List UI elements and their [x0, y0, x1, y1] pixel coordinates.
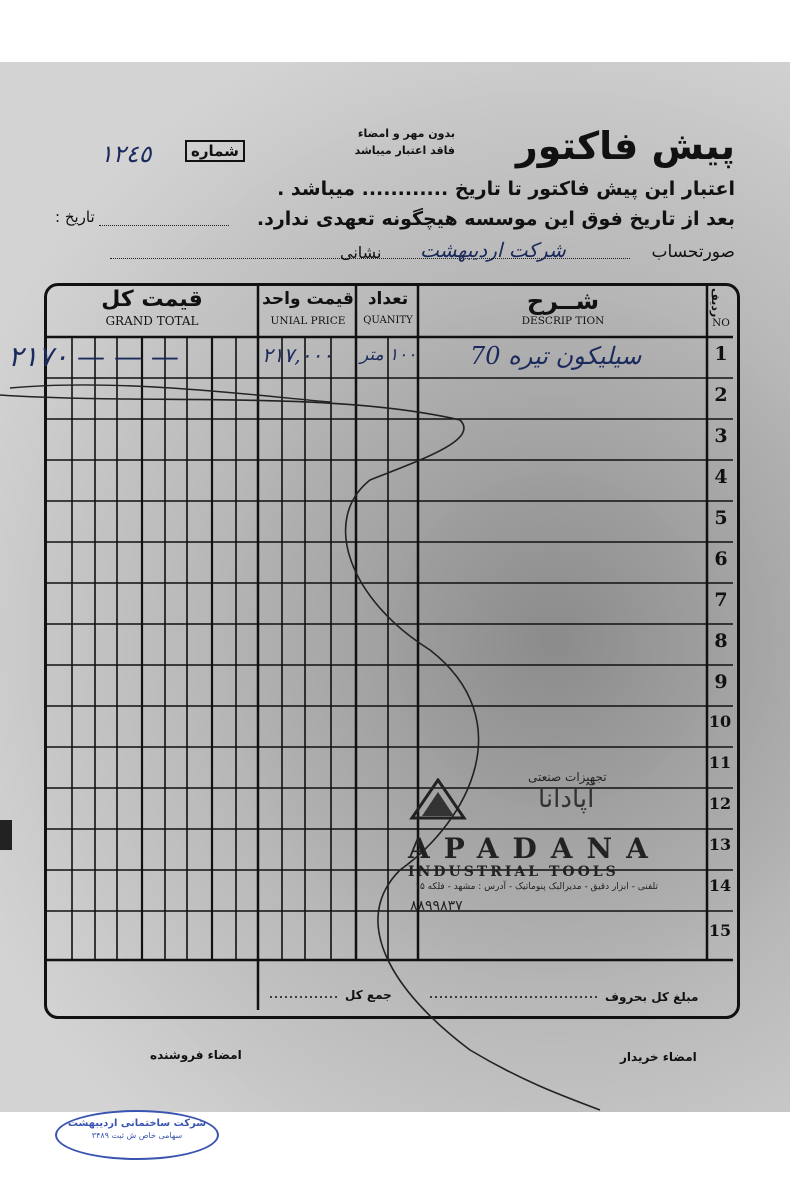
row-number: 3 [714, 425, 728, 447]
sum-label: جمع کل [345, 988, 392, 1002]
invoice-title: پیش فاکتور [515, 124, 735, 168]
stamp-line2: سهامی خاص ش ثبت ۳۴۸۹ [91, 1131, 183, 1140]
invoice-number-value: ١٢٤٥ [100, 140, 152, 168]
item-unit-price: ۲۱۷,۰۰۰ [262, 343, 333, 367]
stamp-line1: شرکت ساختمانی اردیبهشت [67, 1118, 207, 1129]
account-value: شرکت اردیبهشت [420, 238, 566, 262]
row-number: 10 [708, 712, 732, 731]
logo-phone: ۸۸۹۹۸۳۷ [410, 898, 463, 914]
header-quantity: تعداد QUANITY [363, 289, 413, 326]
row-number: 6 [714, 548, 728, 570]
row-number: 4 [714, 466, 728, 488]
row-number: 11 [708, 753, 732, 772]
logo-emblem-icon [408, 778, 468, 822]
date-label: تاریخ : [55, 208, 95, 226]
header-grand-total: قیمت کل GRAND TOTAL [101, 287, 203, 328]
row-number: 14 [708, 876, 732, 895]
row-number: 9 [714, 671, 728, 693]
invoice-number-label: شماره [185, 140, 245, 162]
row-number: 1 [714, 343, 728, 365]
apadana-logo [408, 770, 668, 930]
logo-address: تلفنی - ابزار دقیق - مدیرالبک پنوماتیک - آدرس : مشهد - فلکه ۱۵ [415, 882, 658, 892]
row-number: 5 [714, 507, 728, 529]
header-unit-price: قیمت واحد UNIAL PRICE [262, 289, 354, 327]
address-label: نشانی [340, 243, 382, 262]
validity-line: اعتبار این پیش فاکتور تا تاریخ ............ میباشد . [277, 178, 735, 200]
stamp-note-line2: فاقد اعتبار میباشد [354, 144, 455, 157]
row-number: 12 [708, 794, 732, 813]
row-number: 13 [708, 835, 732, 854]
row-number: 7 [714, 589, 728, 611]
after-date-line: بعد از تاریخ فوق این موسسه هیچگونه تعهدی ندارد. [256, 208, 735, 230]
row-number: 15 [708, 921, 732, 940]
header-row-no: ردیف NO [709, 288, 730, 330]
item-description: سیلیکون تیره 70 [470, 342, 642, 370]
item-quantity: ۱۰۰ متر [360, 345, 417, 365]
logo-en-line2: INDUSTRIAL TOOLS [408, 864, 619, 880]
logo-en-line1: APADANA [408, 832, 662, 865]
item-grand-total: ۲۱۷۰ — — — [8, 340, 179, 373]
seller-signature-label: امضاء فروشنده [150, 1048, 242, 1062]
logo-fa-line1: تجهیزات صنعتی [528, 770, 607, 784]
buyer-signature-label: امضاء خریدار [620, 1050, 697, 1064]
amount-in-words-label: مبلغ کل بحروف [605, 990, 699, 1004]
company-stamp [55, 1110, 219, 1160]
logo-fa-line2: آپادانا [538, 784, 595, 814]
stamp-note-line1: بدون مهر و امضاء [357, 127, 455, 140]
header-description: شــرح DESCRIP TION [521, 287, 605, 327]
account-label: صورتحساب [651, 242, 735, 262]
row-number: 8 [714, 630, 728, 652]
row-number: 2 [714, 384, 728, 406]
